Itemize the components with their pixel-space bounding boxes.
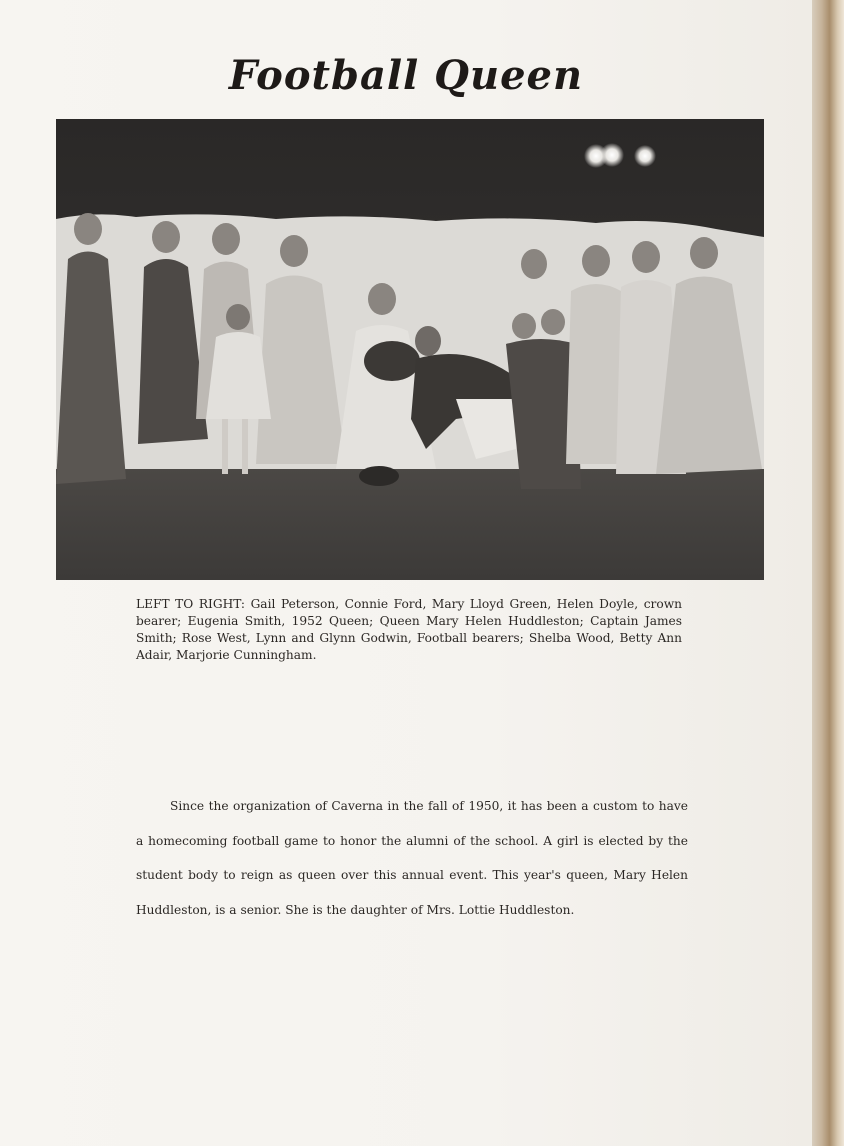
field-ground xyxy=(56,469,764,580)
football xyxy=(359,466,399,486)
book-spine xyxy=(812,0,844,1146)
article-paragraph xyxy=(136,789,688,927)
stadium-light xyxy=(634,145,656,167)
article-paragraph-text: Since the organization of Caverna in the fall of 1950, it has been a custom to have a homecoming football game to honor the alumni of the school. A girl is elected by the student body to reign as queen over this annual event. This year's queen, Mary Helen Huddleston, is a senior. She is the daughter of Mrs. Lottie Huddleston. xyxy=(136,799,688,917)
flower-bouquet xyxy=(364,341,420,381)
photo-illustration xyxy=(56,119,764,580)
stadium-light xyxy=(600,143,624,167)
page-title: Football Queen xyxy=(228,52,584,99)
photo-caption: LEFT TO RIGHT: Gail Peterson, Connie Ford, Mary Lloyd Green, Helen Doyle, crown bearer; Eugenia Smith, 1952 Queen; Queen Mary Helen Huddleston; Captain James Smith; Rose West, Lynn and Glynn Godwin, Football bearers; Shelba Wood, Betty Ann Adair, Marjorie Cunningham. xyxy=(136,597,682,662)
homecoming-court-photo xyxy=(56,119,764,580)
